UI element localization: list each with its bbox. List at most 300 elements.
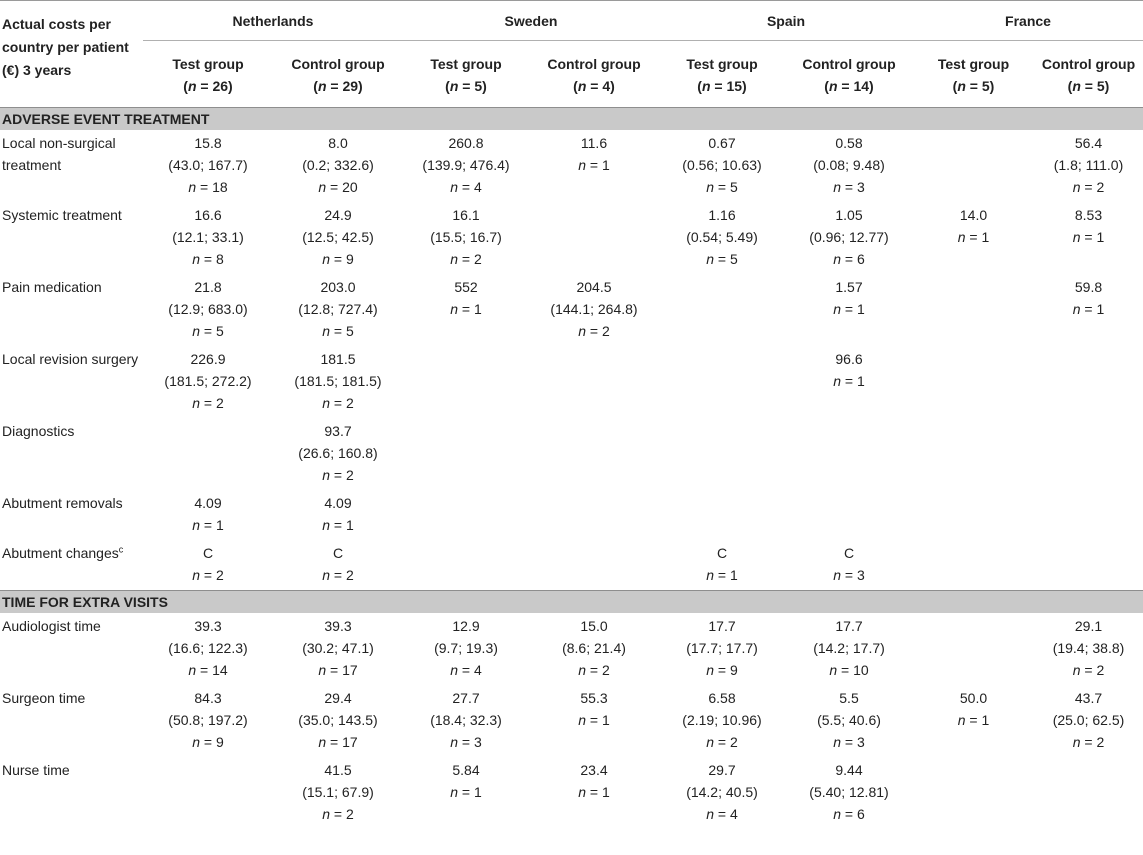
cell-value: 6.58 [708, 690, 736, 706]
group-n-value: 4 [602, 78, 611, 94]
cost-cell [143, 130, 273, 202]
cell-n [529, 320, 659, 342]
cost-cell [143, 346, 273, 418]
cell-n-equals: = [200, 567, 216, 583]
cost-cell [529, 613, 659, 685]
row-label-text: Nurse time [2, 762, 70, 778]
group-n-value: 26 [212, 78, 229, 94]
group-n-suffix: ) [610, 78, 615, 94]
cell-n-symbol: n [450, 734, 459, 750]
group-label: Test group [172, 56, 244, 72]
section-title: TIME FOR EXTRA VISITS [0, 591, 1143, 614]
cost-cell [529, 130, 659, 202]
cell-value: C [202, 545, 214, 561]
row-label-text: Systemic treatment [2, 207, 122, 223]
cell-n-value: 2 [1096, 734, 1105, 750]
group-n-prefix: ( [313, 78, 318, 94]
cell-n-symbol: n [322, 395, 331, 411]
cell-value: 15.8 [194, 135, 222, 151]
cell-value: 41.5 [324, 762, 352, 778]
cell-n-value: 1 [729, 567, 738, 583]
cell-n-equals: = [330, 567, 346, 583]
cost-cell [659, 685, 785, 757]
cell-n-value: 2 [1096, 179, 1105, 195]
cost-cell [785, 490, 913, 540]
cell-n-equals: = [330, 467, 346, 483]
cell-n-value: 5 [215, 323, 224, 339]
cell-n [403, 659, 529, 681]
cell-value: 29.1 [1074, 618, 1103, 634]
group-n-prefix: ( [573, 78, 578, 94]
cell-n [659, 248, 785, 270]
cell-range: (0.2; 332.6) [302, 157, 374, 173]
cell-n-equals: = [200, 323, 216, 339]
group-n-suffix: ) [228, 78, 233, 94]
cell-n [785, 370, 913, 392]
cell-n-symbol: n [706, 734, 715, 750]
group-label: Test group [937, 56, 1010, 72]
cell-n-symbol: n [322, 806, 331, 822]
section-header-row [0, 108, 1143, 131]
cell-n-symbol: n [188, 662, 197, 678]
group-n-prefix: ( [824, 78, 829, 94]
group-label: Control group [802, 56, 896, 72]
cell-value: 29.4 [324, 690, 352, 706]
cell-n-value: 2 [345, 567, 354, 583]
cell-n [143, 659, 273, 681]
group-label: Test group [430, 56, 502, 72]
cell-n-symbol: n [706, 251, 715, 267]
cost-cell [273, 613, 403, 685]
cost-cell [403, 130, 529, 202]
cell-range: (5.40; 12.81) [809, 784, 889, 800]
cell-n-symbol: n [450, 301, 459, 317]
cell-value: 226.9 [190, 351, 226, 367]
cell-n-symbol: n [957, 712, 966, 728]
cell-n-symbol: n [450, 662, 459, 678]
cell-value: 16.6 [194, 207, 222, 223]
cell-range: (18.4; 32.3) [430, 712, 502, 728]
cost-cell [529, 490, 659, 540]
group-n-suffix: ) [482, 78, 487, 94]
cell-n-symbol: n [833, 806, 842, 822]
cell-value: 8.53 [1074, 207, 1103, 223]
cost-cell [1034, 613, 1143, 685]
group-n-value: 5 [981, 78, 990, 94]
row-label [0, 613, 143, 685]
cell-n-value: 2 [215, 567, 224, 583]
cell-value: 59.8 [1074, 279, 1103, 295]
cell-n-value: 5 [345, 323, 354, 339]
cell-n [529, 154, 659, 176]
cell-n-equals: = [714, 251, 730, 267]
cost-cell [273, 757, 403, 829]
cost-cell [403, 613, 529, 685]
cell-n-symbol: n [1072, 662, 1081, 678]
cost-cell [913, 130, 1034, 202]
cell-n-equals: = [965, 712, 982, 728]
cell-value: 14.0 [959, 207, 988, 223]
cell-n-equals: = [841, 806, 857, 822]
group-header [529, 41, 659, 108]
cell-n-symbol: n [1072, 179, 1081, 195]
group-label: Test group [686, 56, 758, 72]
cell-n-equals: = [200, 517, 216, 533]
cell-n [143, 176, 273, 198]
group-n-equals: = [458, 78, 475, 94]
cell-n-equals: = [458, 734, 474, 750]
group-n-value: 14 [853, 78, 870, 94]
cell-value: 0.58 [835, 135, 863, 151]
row-label [0, 490, 143, 540]
cell-n [273, 248, 403, 270]
cost-cell [785, 757, 913, 829]
cell-n-symbol: n [450, 784, 459, 800]
cell-n [403, 248, 529, 270]
table-row [0, 613, 1143, 685]
cell-value: C [843, 545, 855, 561]
cell-n-value: 2 [345, 395, 354, 411]
cell-n-symbol: n [322, 517, 331, 533]
cell-n [785, 298, 913, 320]
cell-n-equals: = [841, 251, 857, 267]
row-label [0, 757, 143, 829]
cell-n-equals: = [458, 662, 474, 678]
table-row [0, 202, 1143, 274]
cell-value: 1.16 [708, 207, 736, 223]
cost-cell [1034, 274, 1143, 346]
cost-cell [143, 274, 273, 346]
cell-n-value: 1 [856, 301, 865, 317]
country-header-sweden: Sweden [403, 1, 659, 41]
cell-range: (14.2; 17.7) [813, 640, 885, 656]
cell-range: (0.54; 5.49) [686, 229, 758, 245]
group-n-prefix: ( [445, 78, 450, 94]
cell-range: (50.8; 197.2) [168, 712, 248, 728]
cell-range: (16.6; 122.3) [168, 640, 248, 656]
cell-n-symbol: n [192, 251, 201, 267]
cost-cell [1034, 757, 1143, 829]
cell-n-symbol: n [192, 517, 201, 533]
group-n-prefix: ( [952, 78, 958, 94]
cell-range: (0.56; 10.63) [682, 157, 762, 173]
cell-range: (9.7; 19.3) [434, 640, 498, 656]
cost-cell [273, 418, 403, 490]
footnote-marker: c [118, 544, 124, 555]
cost-cell [529, 202, 659, 274]
cell-n-symbol: n [833, 734, 842, 750]
cell-n-symbol: n [322, 467, 331, 483]
cost-cell [659, 490, 785, 540]
cost-cell [913, 685, 1034, 757]
group-header [659, 41, 785, 108]
cell-n [143, 731, 273, 753]
group-n-symbol: n [701, 78, 711, 94]
cost-cell [913, 757, 1034, 829]
cell-n [785, 731, 913, 753]
cell-n-value: 6 [856, 251, 865, 267]
cell-value: 8.0 [328, 135, 348, 151]
cost-cell [273, 130, 403, 202]
cell-n-value: 1 [601, 784, 610, 800]
cell-n-equals: = [841, 734, 857, 750]
cell-n-value: 2 [1096, 662, 1105, 678]
cost-cell [143, 202, 273, 274]
cost-cell [273, 202, 403, 274]
cell-n [785, 248, 913, 270]
cell-value: 24.9 [324, 207, 352, 223]
cell-n-equals: = [1080, 229, 1097, 245]
cell-n-symbol: n [578, 662, 587, 678]
group-n-symbol: n [577, 78, 587, 94]
cost-cell [1034, 130, 1143, 202]
cost-cell [273, 346, 403, 418]
cost-cell [785, 130, 913, 202]
cell-n [1034, 731, 1143, 753]
cell-n-value: 2 [601, 323, 610, 339]
cell-n-value: 1 [981, 712, 990, 728]
cell-value: 11.6 [580, 135, 608, 151]
group-n-prefix: ( [697, 78, 702, 94]
cost-cell [403, 202, 529, 274]
cell-value: 0.67 [708, 135, 736, 151]
country-header-netherlands: Netherlands [143, 1, 403, 41]
cost-cell [913, 418, 1034, 490]
row-label [0, 685, 143, 757]
cell-n-value: 2 [729, 734, 738, 750]
cell-n-value: 3 [856, 179, 865, 195]
cell-n-equals: = [200, 734, 216, 750]
cell-n-symbol: n [833, 251, 842, 267]
table-row [0, 757, 1143, 829]
cell-n-value: 1 [856, 373, 865, 389]
cell-value: 203.0 [320, 279, 356, 295]
cell-n-equals: = [1080, 662, 1097, 678]
group-n-symbol: n [1072, 78, 1081, 94]
cost-cell [273, 490, 403, 540]
cell-n-value: 1 [601, 712, 610, 728]
country-header-france: France [913, 1, 1143, 41]
cell-n-value: 4 [473, 662, 482, 678]
cost-cell [403, 540, 529, 591]
cell-value: 43.7 [1074, 690, 1103, 706]
cost-cell [785, 346, 913, 418]
cell-n-equals: = [330, 251, 346, 267]
cell-value: 15.0 [580, 618, 608, 634]
cell-range: (19.4; 38.8) [1052, 640, 1125, 656]
group-n-suffix: ) [1104, 78, 1110, 94]
cost-cell [1034, 346, 1143, 418]
cell-n [659, 659, 785, 681]
cell-range: (14.2; 40.5) [686, 784, 758, 800]
cell-n-symbol: n [1072, 301, 1081, 317]
row-label-text: Abutment changes [2, 545, 119, 561]
cell-n-equals: = [330, 395, 346, 411]
cost-cell [913, 613, 1034, 685]
cell-n-value: 1 [1096, 301, 1105, 317]
cell-value: 5.5 [839, 690, 859, 706]
row-label-text: Audiologist time [2, 618, 101, 634]
cell-n-symbol: n [833, 179, 842, 195]
group-header-row [0, 41, 1143, 108]
cell-n-equals: = [330, 806, 346, 822]
cell-range: (43.0; 167.7) [168, 157, 248, 173]
cell-n [785, 803, 913, 825]
cost-cell [659, 757, 785, 829]
cell-n-value: 1 [473, 301, 482, 317]
cell-n [143, 392, 273, 414]
cost-cell [785, 202, 913, 274]
group-n-symbol: n [957, 78, 966, 94]
cell-n-symbol: n [318, 179, 327, 195]
group-label: Control group [291, 56, 385, 72]
row-label-text: Surgeon time [2, 690, 86, 706]
cell-value: 204.5 [576, 279, 612, 295]
group-n-equals: = [710, 78, 727, 94]
group-n-symbol: n [828, 78, 838, 94]
cell-n [659, 731, 785, 753]
group-n-symbol: n [317, 78, 327, 94]
cell-n-symbol: n [706, 662, 715, 678]
cell-range: (12.5; 42.5) [302, 229, 374, 245]
cost-cell [529, 274, 659, 346]
table-header [0, 1, 1143, 108]
cell-n-equals: = [1080, 734, 1097, 750]
cell-range: (12.1; 33.1) [172, 229, 244, 245]
cost-cell [143, 540, 273, 591]
cell-n-value: 4 [729, 806, 738, 822]
cell-n [143, 564, 273, 586]
cell-n-value: 10 [853, 662, 869, 678]
cell-range: (17.7; 17.7) [686, 640, 758, 656]
cell-range: (181.5; 272.2) [164, 373, 252, 389]
cost-cell [785, 540, 913, 591]
group-n-prefix: ( [183, 78, 188, 94]
cell-n-value: 3 [856, 734, 865, 750]
cell-n-equals: = [837, 662, 854, 678]
cell-n-value: 14 [212, 662, 228, 678]
cost-cell [403, 757, 529, 829]
cell-n-symbol: n [706, 806, 715, 822]
cell-n-value: 17 [342, 734, 358, 750]
cell-value: 181.5 [320, 351, 356, 367]
cell-range: (25.0; 62.5) [1052, 712, 1125, 728]
cell-n-value: 18 [212, 179, 228, 195]
corner-label: Actual costs per country per patient (€) 3 years [2, 16, 129, 78]
cell-n [273, 803, 403, 825]
cell-n-symbol: n [318, 734, 327, 750]
cell-range: (15.1; 67.9) [302, 784, 374, 800]
row-label [0, 202, 143, 274]
table-row [0, 418, 1143, 490]
cell-n-symbol: n [833, 373, 842, 389]
cell-n-symbol: n [578, 323, 587, 339]
cell-n-equals: = [841, 179, 857, 195]
cell-n-equals: = [586, 323, 602, 339]
cell-n-equals: = [458, 784, 474, 800]
cell-range: (144.1; 264.8) [550, 301, 638, 317]
cell-n-symbol: n [450, 251, 459, 267]
cost-cell [403, 490, 529, 540]
cell-n-symbol: n [706, 567, 715, 583]
cell-n-equals: = [586, 157, 602, 173]
cost-cell [529, 540, 659, 591]
cell-n [659, 176, 785, 198]
cell-n-symbol: n [318, 662, 327, 678]
cell-n-equals: = [200, 251, 216, 267]
cell-n-equals: = [841, 301, 857, 317]
group-n-symbol: n [187, 78, 197, 94]
cell-n-value: 5 [729, 179, 738, 195]
cell-n [1034, 659, 1143, 681]
cost-cell [1034, 490, 1143, 540]
cell-n-equals: = [1080, 301, 1097, 317]
row-label-text: Abutment removals [2, 495, 123, 511]
cell-n-symbol: n [192, 395, 201, 411]
cell-n [785, 659, 913, 681]
cell-value: 16.1 [452, 207, 480, 223]
table-row [0, 346, 1143, 418]
group-n-equals: = [196, 78, 213, 94]
cell-value: 260.8 [448, 135, 484, 151]
group-n-equals: = [326, 78, 343, 94]
cost-cell [403, 346, 529, 418]
cost-cell [659, 418, 785, 490]
cost-cell [143, 685, 273, 757]
cell-n [659, 564, 785, 586]
cost-cell [785, 613, 913, 685]
cell-n-value: 2 [601, 662, 610, 678]
cell-n [143, 320, 273, 342]
group-n-value: 15 [726, 78, 743, 94]
table-row [0, 490, 1143, 540]
cell-value: 50.0 [959, 690, 988, 706]
cell-n-value: 17 [342, 662, 358, 678]
cell-n [273, 564, 403, 586]
cell-value: 93.7 [324, 423, 352, 439]
cost-cell [273, 540, 403, 591]
table-row [0, 540, 1143, 591]
cell-value: 1.05 [835, 207, 863, 223]
cell-n-equals: = [714, 179, 730, 195]
cell-n-symbol: n [829, 662, 838, 678]
cell-n-value: 1 [473, 784, 482, 800]
cost-cell [273, 274, 403, 346]
cell-n [1034, 298, 1143, 320]
group-header [785, 41, 913, 108]
cell-n [1034, 176, 1143, 198]
cell-n-equals: = [841, 373, 857, 389]
cell-value: 29.7 [708, 762, 736, 778]
group-header [1034, 41, 1143, 108]
cell-n [529, 781, 659, 803]
cost-cell [143, 490, 273, 540]
cell-n-equals: = [714, 662, 730, 678]
cell-n [273, 392, 403, 414]
cost-cell [913, 346, 1034, 418]
cost-cell [659, 130, 785, 202]
cost-cell [273, 685, 403, 757]
cell-value: 5.84 [452, 762, 480, 778]
cell-n-value: 1 [601, 157, 610, 173]
table-row [0, 685, 1143, 757]
row-label [0, 346, 143, 418]
cell-n [273, 514, 403, 536]
cell-n-equals: = [326, 179, 343, 195]
cell-value: 17.7 [708, 618, 736, 634]
cell-n-value: 1 [345, 517, 354, 533]
cell-range: (30.2; 47.1) [302, 640, 374, 656]
